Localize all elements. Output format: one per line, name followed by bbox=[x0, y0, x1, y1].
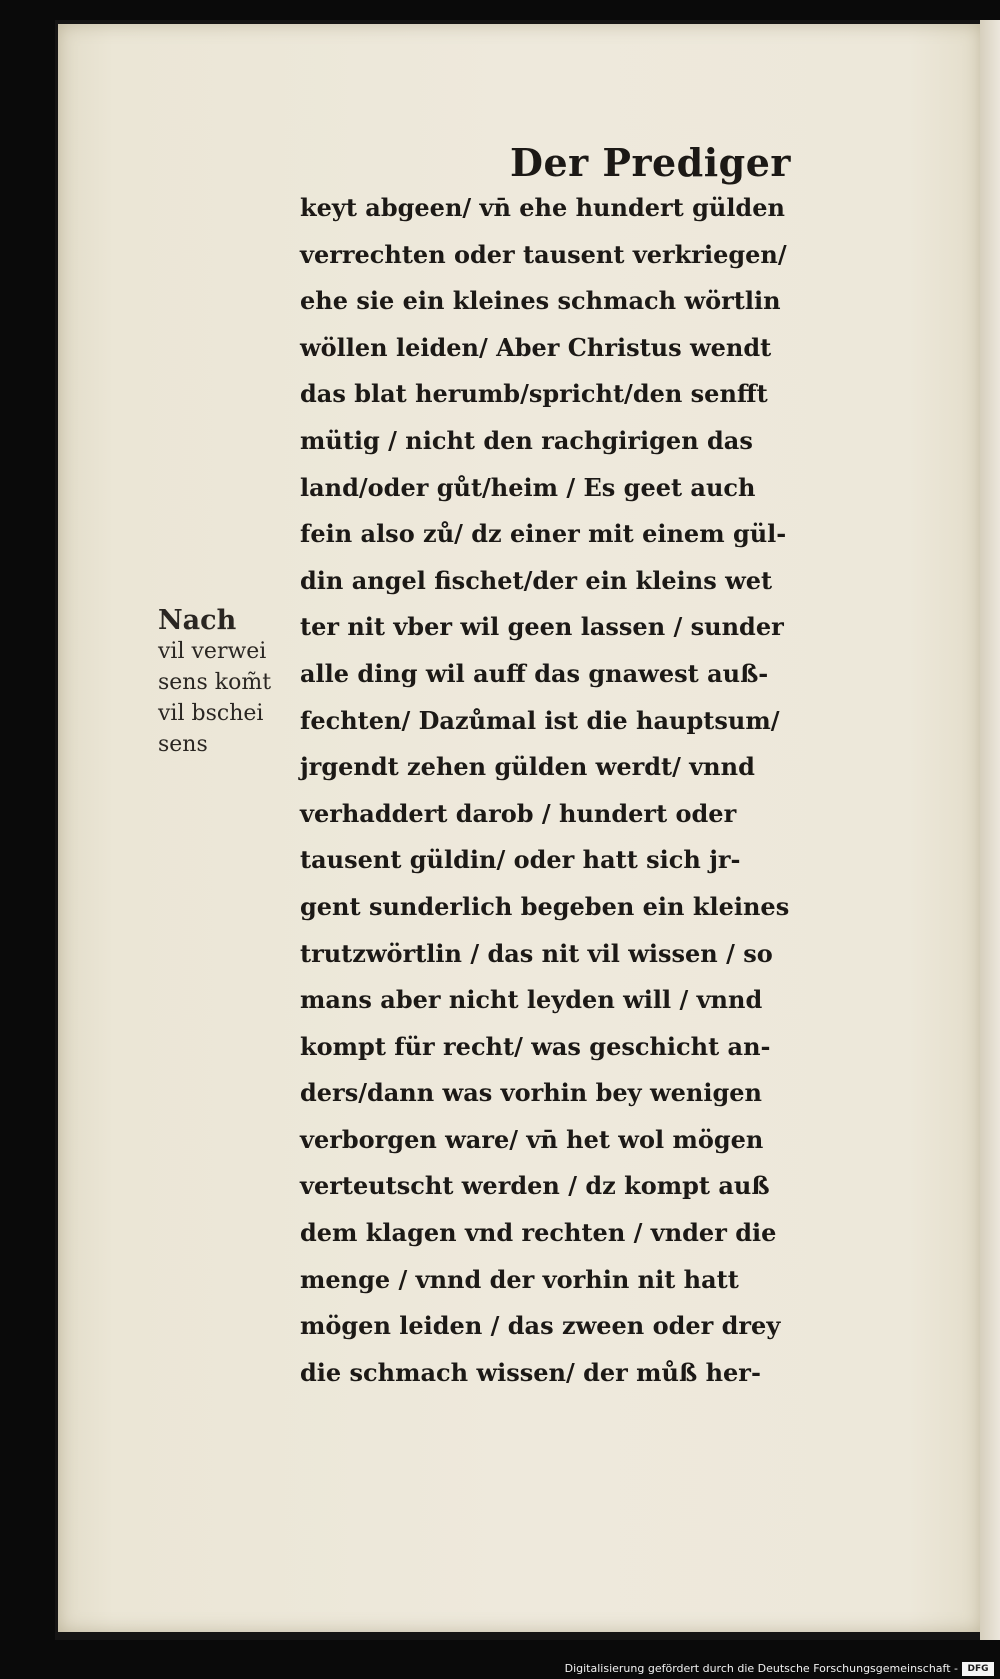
marginal-note bbox=[158, 605, 298, 760]
text-line: mütig / nicht den rachgirigen das bbox=[300, 425, 753, 455]
text-line: ter nit vber wil geen lassen / sunder bbox=[300, 612, 784, 642]
text-line: verrechten oder tausent verkriegen/ bbox=[300, 239, 787, 269]
page-edge bbox=[980, 20, 1000, 1640]
marginal-note-line: vil bschei bbox=[158, 701, 264, 726]
text-line: verteutscht werden / dz kompt auß bbox=[300, 1171, 770, 1201]
marginal-note-line: sens kom̃t bbox=[158, 670, 272, 695]
marginal-note-line: sens bbox=[158, 732, 208, 757]
text-line: fein also zů/ dz einer mit einem gül- bbox=[300, 519, 787, 549]
text-line: dem klagen vnd rechten / vnder die bbox=[300, 1218, 777, 1248]
marginal-note-line: vil verwei bbox=[158, 639, 267, 664]
text-line: mans aber nicht leyden will / vnnd bbox=[300, 985, 763, 1015]
text-line: din angel fischet/der ein kleins wet bbox=[300, 565, 773, 595]
text-line: ehe sie ein kleines schmach wörtlin bbox=[300, 286, 781, 316]
dfg-logo: DFG bbox=[962, 1662, 994, 1676]
text-line: wöllen leiden/ Aber Christus wendt bbox=[300, 332, 772, 362]
text-line: ders/dann was vorhin bey wenigen bbox=[300, 1078, 762, 1108]
text-line: verhaddert darob / hundert oder bbox=[300, 798, 737, 828]
text-line: alle ding wil auff das gnawest auß- bbox=[300, 658, 769, 688]
text-line: das blat herumb/spricht/den senfft bbox=[300, 379, 768, 409]
text-line: land/oder gůt/heim / Es geet auch bbox=[300, 472, 756, 502]
text-line: keyt abgeen/ vn̄ ehe hundert gülden bbox=[300, 193, 785, 222]
text-line: mögen leiden / das zween oder drey bbox=[300, 1311, 781, 1341]
text-line: menge / vnnd der vorhin nit hatt bbox=[300, 1264, 739, 1294]
text-line: fechten/ Dazůmal ist die hauptsum/ bbox=[300, 705, 780, 735]
running-title: Der Prediger bbox=[510, 140, 791, 185]
marginal-note-line: Nach bbox=[158, 605, 237, 636]
text-line: die schmach wissen/ der můß her- bbox=[300, 1357, 761, 1387]
text-line: tausent güldin/ oder hatt sich jr- bbox=[300, 845, 741, 875]
digitization-credit: Digitalisierung gefördert durch die Deutsche Forschungsgemeinschaft - bbox=[564, 1662, 958, 1675]
body-text bbox=[300, 185, 980, 1396]
text-line: kompt für recht/ was geschicht an- bbox=[300, 1031, 771, 1061]
text-line: jrgendt zehen gülden werdt/ vnnd bbox=[300, 752, 755, 782]
text-line: verborgen ware/ vn̄ het wol mögen bbox=[300, 1124, 764, 1154]
text-line: trutzwörtlin / das nit vil wissen / so bbox=[300, 938, 773, 968]
text-line: gent sunderlich begeben ein kleines bbox=[300, 891, 790, 921]
